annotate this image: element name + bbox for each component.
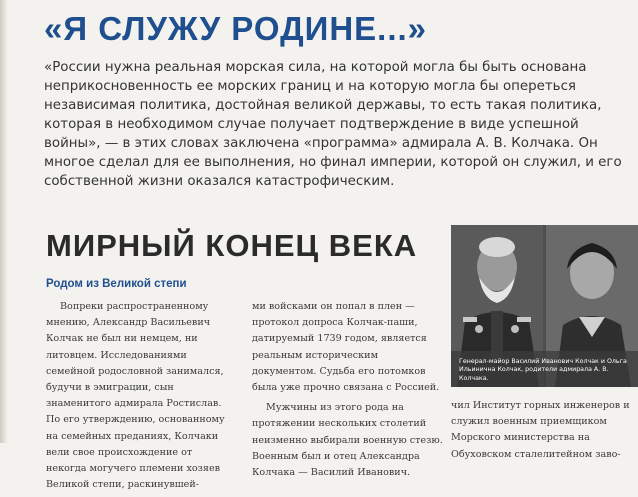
text-column-1 — [46, 299, 230, 497]
lead-paragraph: «России нужна реальная морская сила, на которой могла бы быть основана неприкосновенность ее морских границ и на которую могла бы опереться независимая политика, достойная великой державы, то есть такая политика, которая в необходимом случае получает подтверждение в виде успешной войны», — в этих словах заключена «программа» адмирала А. В. Колчака. Он многое сделал для ее выполнения, но финал империи, которой он служил, и его собственной жизни оказался катастрофическим. — [44, 60, 622, 189]
column-1-paragraph-1: Вопреки распространенному мнению, Александр Васильевич Колчак не был ни немцем, ни литовцем. Исследованиями семейной родословной занимался, будучи в эмиграции, сын знаменитого адмирала Ростислав. По его утверждению, основанному на семейных преданиях, Колчаки вели свое происхождение от некогда могучего племени хозяев Великой степи, раскинувшей- — [46, 301, 225, 491]
photo-caption: Генерал-майор Василий Иванович Колчак и Ольга Ильинична Колчак, родители адмирала А. В. Колчака. — [459, 358, 627, 382]
section-title: МИРНЫЙ КОНЕЦ ВЕКА — [46, 228, 418, 263]
column-3-paragraph-1: чил Институт горных инженеров и служил военным приемщиком Морского министерства на Обуховском сталелитейном заво- — [451, 400, 630, 460]
text-column-2 — [252, 299, 444, 485]
column-2-paragraph-1: ми войсками он попал в плен — протокол допроса Колчак-паши, датируемый 1739 годом, является реальным историческим документом. Судьба его потомков была уже прочно связана с Россией. — [252, 301, 440, 394]
column-2-paragraph-2: Мужчины из этого рода на протяжении нескольких столетий неизменно выбирали военную стезю. Военным был и отец Александра Колчака — Василий Иванович. — [252, 402, 443, 479]
page-title: «Я СЛУЖУ РОДИНЕ...» — [44, 10, 428, 47]
page-fold-shadow — [0, 0, 8, 443]
text-column-3 — [451, 398, 638, 467]
section-subhead: Родом из Великой степи — [46, 278, 187, 290]
